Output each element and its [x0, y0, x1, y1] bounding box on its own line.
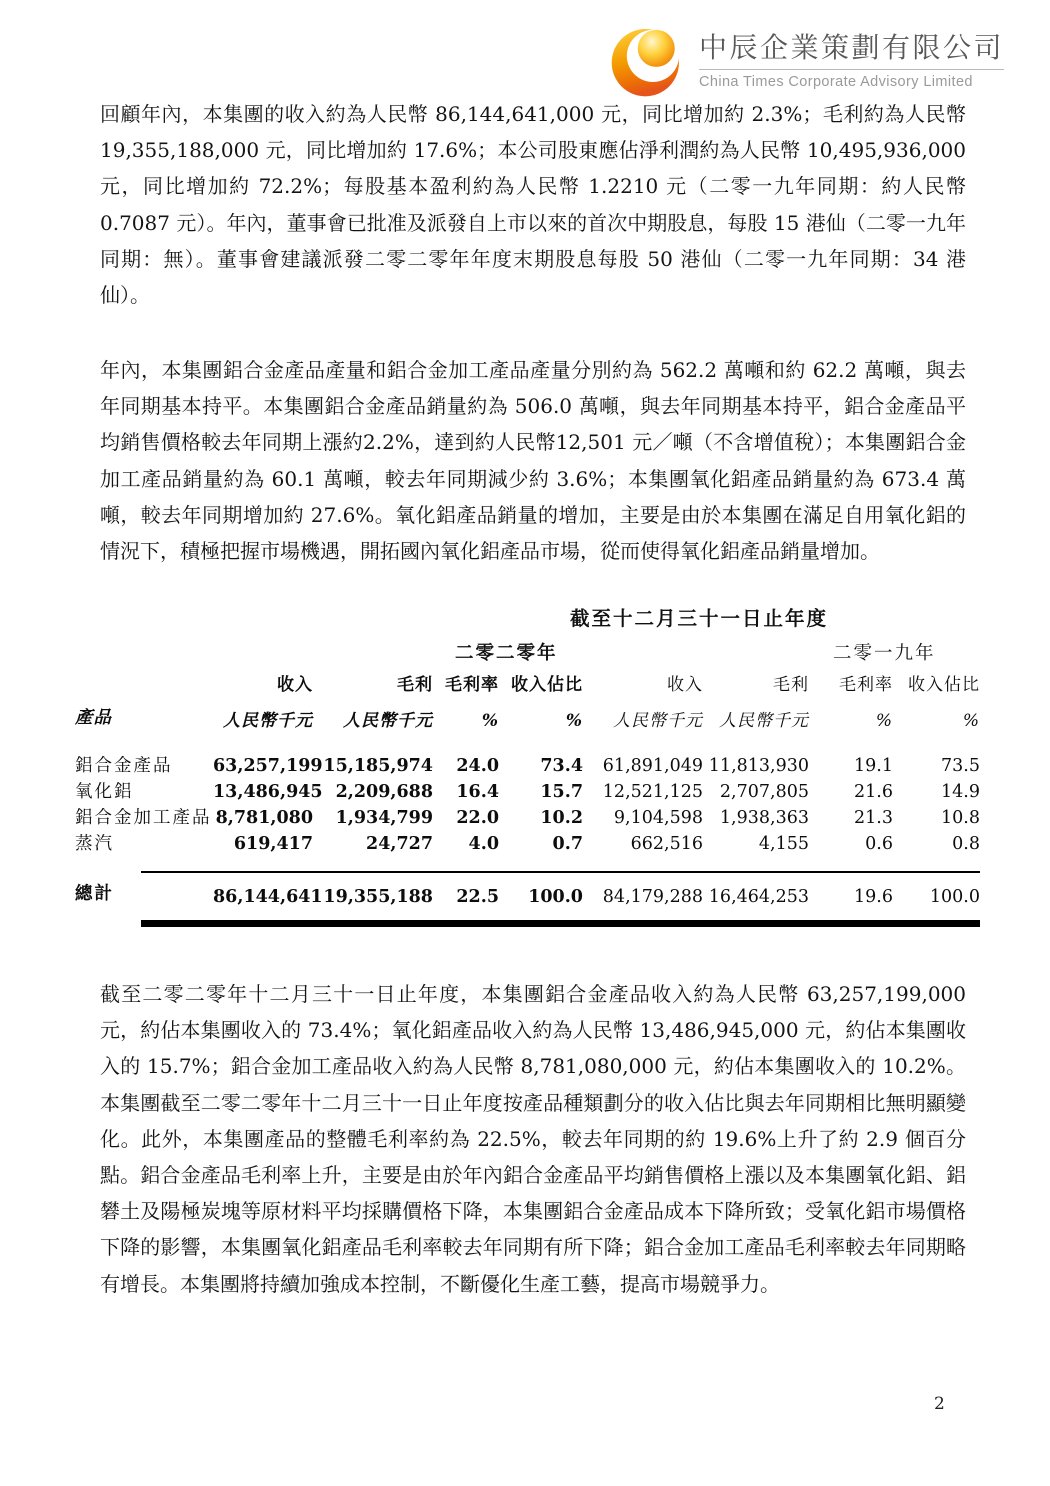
table-subtotal-rule-row	[75, 857, 980, 873]
product-name: 蒸汽	[75, 834, 114, 854]
header-revenue-2020: 收入	[277, 675, 313, 695]
product-name: 氧化鋁	[75, 782, 134, 802]
table-row-aluminium-alloy	[75, 753, 980, 779]
unit-percent-2020-margin: %	[481, 711, 499, 731]
company-names	[699, 32, 1004, 90]
cell-share-2019: 73.5	[941, 756, 980, 776]
unit-rmb-thousand-2020-revenue: 人民幣千元	[223, 711, 313, 731]
segment-revenue-table	[75, 595, 980, 955]
cell-revenue-2019: 9,104,598	[613, 808, 703, 828]
financial-table	[75, 665, 980, 927]
cell-gross-profit-2019: 11,813,930	[708, 756, 809, 776]
year-2020-label: 二零二零年	[455, 643, 558, 664]
cell-share-2019: 0.8	[952, 834, 980, 854]
total-gross-profit-2020: 19,355,188	[323, 887, 433, 907]
total-revenue-2020: 86,144,641	[213, 887, 323, 907]
unit-rmb-thousand-2020-profit: 人民幣千元	[343, 711, 433, 731]
header-revenue-share-2019: 收入佔比	[908, 675, 980, 695]
cell-revenue-2020: 619,417	[233, 834, 313, 854]
year-2019-label: 二零一九年	[833, 643, 936, 664]
table-header-row-units	[75, 695, 980, 731]
table-header-row-metrics	[75, 665, 980, 695]
header-revenue-2019: 收入	[667, 675, 703, 695]
header-margin-2019: 毛利率	[839, 675, 893, 695]
cell-margin-2019: 0.6	[865, 834, 893, 854]
table-bottom-rule-row	[75, 907, 980, 927]
cell-gross-profit-2019: 2,707,805	[719, 782, 809, 802]
paragraph-revenue-analysis: 截至二零二零年十二月三十一日止年度，本集團鋁合金產品收入約為人民幣 63,257,199,000 元，約佔本集團收入的 73.4%；氧化鋁產品收入約為人民幣 13,486,945,000 元，約佔本集團收入的 15.7%；鋁合金加工產品收入約為人民幣 8,781,080,000 元，約佔本集團收入的 10.2%。本集團截至二零二零年十二月三十一日止年度按產品種類劃分的收入佔比與去年同期相比無明顯變化。此外，本集團產品的整體毛利率約為 22.5%，較去年同期的約 19.6%上升了約 2.9 個百分點。鋁合金產品毛利率上升，主要是由於年內鋁合金產品平均銷售價格上漲以及本集團氧化鋁、鋁礬土及陽極炭塊等原材料平均採購價格下降，本集團鋁合金產品成本下降所致；受氧化鋁市場價格下降的影響，本集團氧化鋁產品毛利率較去年同期有所下降；鋁合金加工產品毛利率較去年同期略有增長。本集團將持續加強成本控制，不斷優化生產工藝，提高市場競爭力。	[100, 982, 966, 1296]
cell-margin-2020: 24.0	[456, 756, 499, 776]
total-revenue-2019: 84,179,288	[602, 887, 703, 907]
cell-revenue-2019: 662,516	[630, 834, 703, 854]
cell-gross-profit-2020: 1,934,799	[335, 808, 433, 828]
company-logo-icon	[605, 24, 689, 98]
cell-revenue-2019: 61,891,049	[602, 756, 703, 776]
cell-gross-profit-2019: 1,938,363	[719, 808, 809, 828]
cell-share-2019: 10.8	[941, 808, 980, 828]
company-name-english: China Times Corporate Advisory Limited	[698, 74, 973, 90]
bottom-rule	[141, 920, 980, 927]
cell-margin-2020: 22.0	[456, 808, 499, 828]
total-share-2020: 100.0	[528, 887, 583, 907]
cell-revenue-2020: 8,781,080	[215, 808, 313, 828]
header-margin-2020: 毛利率	[445, 675, 499, 695]
header-empty-cell	[75, 665, 213, 695]
total-margin-2020: 22.5	[456, 887, 499, 907]
cell-revenue-2019: 12,521,125	[602, 782, 703, 802]
paragraph-financial-results: 回顧年內，本集團的收入約為人民幣 86,144,641,000 元，同比增加約 2.3%；毛利約為人民幣 19,355,188,000 元，同比增加約 17.6%；本公司股東應佔淨利潤約為人民幣 10,495,936,000 元，同比增加約 72.2%；每股基本盈利約為人民幣 1.2210 元（二零一九年同期：約人民幣 0.7087 元）。年內，董事會已批准及派發自上市以來的首次中期股息，每股 15 港仙（二零一九年同期：無）。董事會建議派發二零二零年年度末期股息每股 50 港仙（二零一九年同期：34 港仙）。	[100, 102, 966, 308]
cell-revenue-2020: 63,257,199	[213, 756, 323, 776]
company-name-chinese: 中辰企業策劃有限公司	[698, 32, 1004, 63]
table-spacer-row	[75, 731, 980, 753]
unit-rmb-thousand-2019-revenue: 人民幣千元	[613, 711, 703, 731]
product-name: 鋁合金產品	[75, 756, 173, 776]
cell-gross-profit-2020: 15,185,974	[323, 756, 433, 776]
cell-revenue-2020: 13,486,945	[213, 782, 323, 802]
product-name: 鋁合金加工產品	[75, 808, 212, 828]
total-gross-profit-2019: 16,464,253	[708, 887, 809, 907]
table-row-alumina	[75, 779, 980, 805]
cell-share-2020: 0.7	[552, 834, 583, 854]
cell-margin-2020: 16.4	[456, 782, 499, 802]
header-revenue-share-2020: 收入佔比	[511, 675, 583, 695]
cell-share-2020: 73.4	[540, 756, 583, 776]
cell-margin-2019: 21.6	[854, 782, 893, 802]
table-row-total	[75, 873, 980, 907]
total-margin-2019: 19.6	[854, 887, 893, 907]
cell-gross-profit-2019: 4,155	[758, 834, 809, 854]
cell-margin-2020: 4.0	[468, 834, 499, 854]
table-title: 截至十二月三十一日止年度	[570, 607, 829, 630]
cell-share-2020: 15.7	[540, 782, 583, 802]
table-row-processed-aluminium	[75, 805, 980, 831]
total-label: 總計	[75, 884, 114, 904]
letterhead-divider	[699, 69, 1004, 70]
header-gross-profit-2020: 毛利	[397, 675, 433, 695]
paragraph-production-volume: 年內，本集團鋁合金產品產量和鋁合金加工產品產量分別約為 562.2 萬噸和約 62.2 萬噸，與去年同期基本持平。本集團鋁合金產品銷量約為 506.0 萬噸，與去年同期基本持平，鋁合金產品平均銷售價格較去年同期上漲約2.2%，達到約人民幣12,501 元／噸（不含增值稅）；本集團鋁合金加工產品銷量約為 60.1 萬噸，較去年同期減少約 3.6%；本集團氧化鋁產品銷量約為 673.4 萬噸，較去年同期增加約 27.6%。氧化鋁產品銷量的增加，主要是由於本集團在滿足自用氧化鋁的情況下，積極把握市場機遇，開拓國內氧化鋁產品市場，從而使得氧化鋁產品銷量增加。	[100, 358, 966, 564]
unit-rmb-thousand-2019-profit: 人民幣千元	[719, 711, 809, 731]
cell-margin-2019: 19.1	[854, 756, 893, 776]
cell-gross-profit-2020: 24,727	[366, 834, 433, 854]
header-gross-profit-2019: 毛利	[773, 675, 809, 695]
unit-percent-2019-share: %	[962, 711, 980, 731]
cell-gross-profit-2020: 2,209,688	[335, 782, 433, 802]
header-product: 產品	[75, 708, 112, 728]
cell-share-2020: 10.2	[540, 808, 583, 828]
page-number: 2	[934, 1394, 945, 1414]
unit-percent-2020-share: %	[565, 711, 583, 731]
total-share-2019: 100.0	[929, 887, 980, 907]
table-row-steam	[75, 831, 980, 857]
cell-margin-2019: 21.3	[854, 808, 893, 828]
letterhead	[605, 24, 1004, 98]
unit-percent-2019-margin: %	[875, 711, 893, 731]
cell-share-2019: 14.9	[941, 782, 980, 802]
